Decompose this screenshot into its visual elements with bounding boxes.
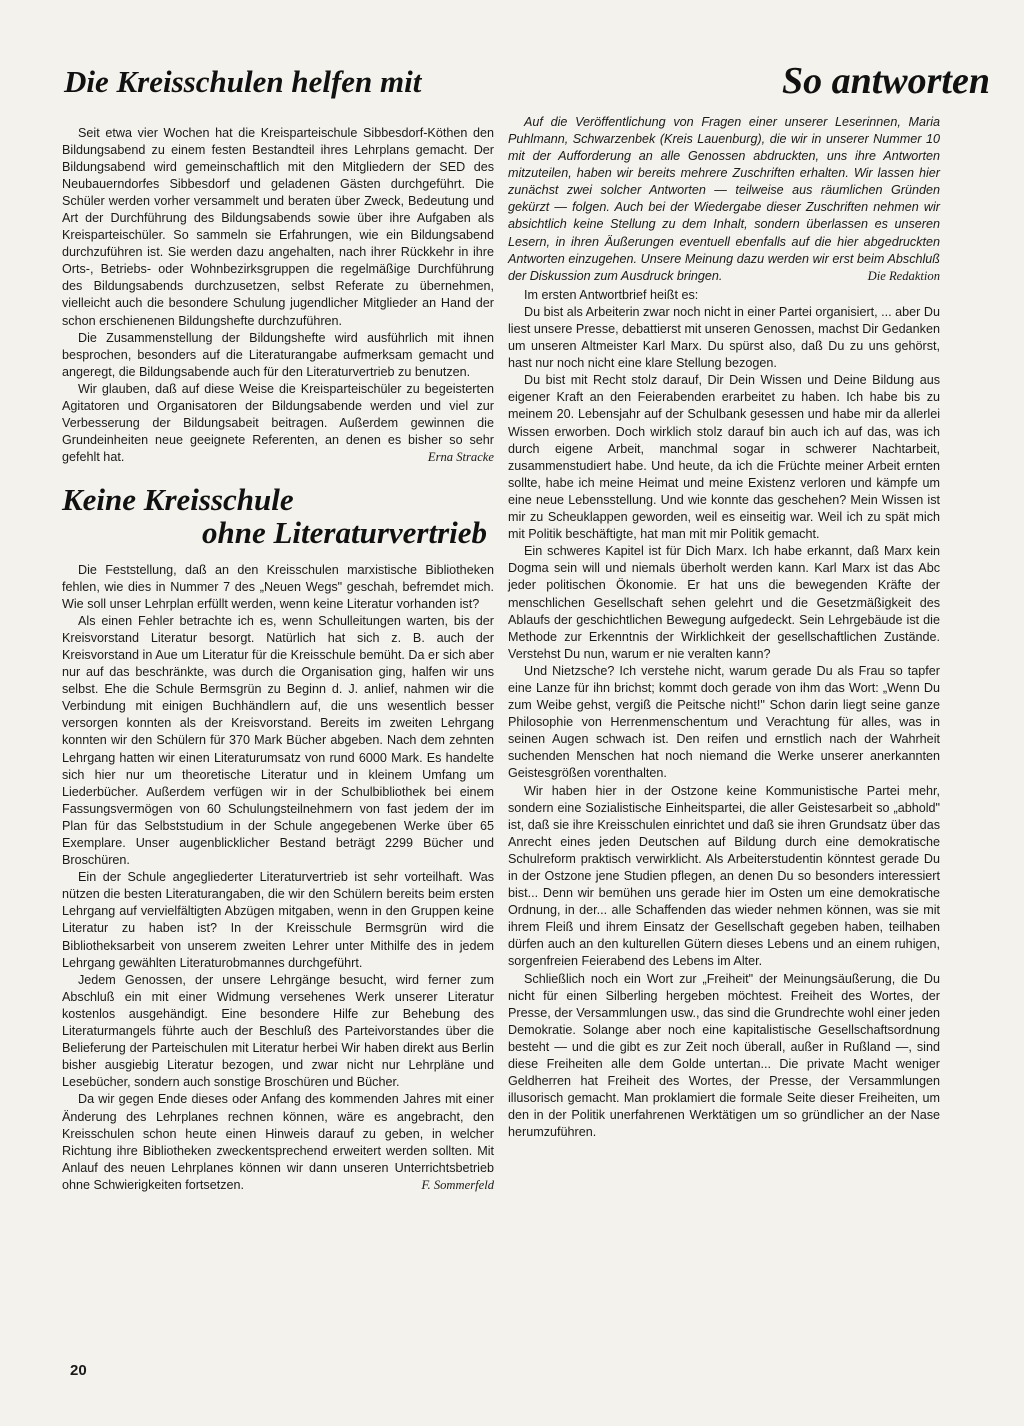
article-body bbox=[62, 125, 494, 467]
page-number: 20 bbox=[70, 1362, 87, 1379]
article-headline bbox=[62, 484, 494, 549]
article-headline: Die Kreisschulen helfen mit bbox=[64, 64, 422, 99]
intro-text: Auf die Veröffentlichung von Fragen einer unserer Leserinnen, Maria Puhlmann, Schwarzenbek (Kreis Lauenburg), die wir in unserer Nummer 10 mit der Aufforderung an alle Genossen abdruckten, uns ihre Antworten mitzuteilen, haben wir bereits mehrere Zuschriften erhalten. Wir lassen hier zunächst zwei solcher Antworten — teilweise aus räumlichen Gründen gekürzt — folgen. Auch bei der Wiedergabe dieser Zuschriften nehmen wir absichtlich keine Stellung zu dem Inhalt, sondern überlassen es unseren Lesern, in ihren Äußerungen eventuell ebenfalls auf die hier abgedruckten Antworten einzugehen. Unsere Meinung dazu werden wir erst beim Abschluß der Diskussion zum Ausdruck bringen. bbox=[508, 114, 940, 283]
article-headline: So antworten bbox=[781, 60, 990, 102]
author-signature: Erna Stracke bbox=[427, 450, 494, 465]
article-body bbox=[508, 287, 940, 1142]
editorial-signature: Die Redaktion bbox=[867, 268, 940, 283]
paragraph bbox=[62, 381, 494, 466]
paragraph: Ein schweres Kapitel ist für Dich Marx. Ich habe erkannt, daß Marx kein Dogma sein will und niemals überholt werden kann. Karl Marx ist das Abc jeder politischen Ökonomie. Er hat uns die bewegenden Kräfte der menschlichen Gesellschaft sehen gelehrt und die Gesetzmäßigkeit des Ablaufs der geschichtlichen Bewegung aufgedeckt. Sein Lehrgebäude ist die Methode zur Erkenntnis der Wirklichkeit der gesellschaftlichen Zustände. Verstehst Du nun, warum er nie veralten kann? bbox=[508, 544, 940, 661]
article-body bbox=[62, 562, 494, 1194]
headline-line: ohne Literaturvertrieb bbox=[202, 514, 488, 550]
paragraph: Seit etwa vier Wochen hat die Kreisparteischule Sibbesdorf-Köthen den Bildungsabend zu einem festen Bestandteil ihres Lehrplans gemacht. Der Bildungsabend wird gemeinschaftlich mit den Mitgliedern der SED des Neubauerndorfes Sibbesdorf und geladenen Gästen durchgeführt. Die Schüler werden vorher versammelt und beraten über Zweck, Bedeutung und Art der Durchführung des Bildungsabends sowie über ihre Aufgaben als Kreisparteischüler. So sammeln sie Erfahrungen, wie ein Bildungsabend durchzuführen ist. Sie werden dazu angehalten, nach ihrer Rückkehr in ihre Orts-, Betriebs- oder Wohnbezirksgruppen die regelmäßige Durchführung des Bildungsabends durchzusetzen, selbst Referate zu übernehmen, vielleicht auch die besondere Schulung jugendlicher Mitglieder an Hand der schon erschienenen Bildungshefte durchzuführen. bbox=[62, 125, 494, 328]
paragraph: Die Feststellung, daß an den Kreisschulen marxistische Bibliotheken fehlen, wie dies in Nummer 7 des „Neuen Wegs" geschah, befremdet mich. Wie soll unser Lehrplan erfüllt werden, wenn keine Literatur vorhanden ist? bbox=[62, 562, 494, 611]
left-column bbox=[62, 62, 494, 1194]
paragraph: Im ersten Antwortbrief heißt es: bbox=[524, 287, 699, 302]
paragraph: Ein der Schule angegliederter Literaturvertrieb ist sehr vorteilhaft. Was nützen die besten Literaturangaben, die wir den Schülern bereits beim ersten Lehrgang auf vervielfältigten Abzügen mitgaben, wenn in den Gruppen keine Literatur zu haben ist? In der Kreisschule Bermsgrün wird die Bibliotheksarbeit von unserem zweiten Lehrer unter Mithilfe des in jedem Lehrgang gewählten Literaturobmannes durchgeführt. bbox=[62, 870, 494, 970]
paragraph: Du bist mit Recht stolz darauf, Dir Dein Wissen und Deine Bildung aus eigener Kraft an den Feierabenden erarbeitet zu haben. Ich habe bis zu meinem 20. Lebensjahr auf der Schulbank gesessen und habe mir da allerlei Wissen erworben. Doch wirklich stolz darauf bin auch ich auf das, was ich durch eigene Arbeit, manchmal sogar in schwerer Nachtarbeit, zusammenstudiert habe. Und heute, da ich die Früchte meiner Arbeit ernten sollte, habe ich meine Heimat und meine Existenz verloren und kämpfe um eine neue Lebensstellung. Und wie konnte das geschehen? Mein Wissen ist mir zu Scheuklappen geworden, weil es einseitig war. Weil ich zu spät mich mit Politik beschäftigte, hat man mit mir Politik gemacht. bbox=[508, 373, 940, 542]
author-signature: F. Sommerfeld bbox=[421, 1177, 494, 1192]
headline-line: Keine Kreisschule bbox=[62, 482, 294, 518]
editorial-intro bbox=[508, 114, 940, 285]
paragraph: Schließlich noch ein Wort zur „Freiheit" der Meinungsäußerung, die Du nicht für einen Silberling hergeben möchtest. Freiheit des Wortes, der Presse, der Versammlungen usw., das sind die Grundrechte wohl einer jeden Demokratie. Solange aber noch eine kapitalistische Gesellschaftsordnung besteht — und die gibt es zur Zeit noch überall, außer in Rußland —, sind diese Freiheiten alle dem Golde untertan... Die private Macht weniger Geldherren hat Freiheit des Wortes, der Presse, der Versammlungen illusorisch gemacht. Man proklamiert die formale Seite dieser Freiheiten, um den in der Politik unerfahrenen Werktätigen um so gründlicher an der Nase herumzuführen. bbox=[508, 971, 940, 1140]
paragraph: Die Zusammenstellung der Bildungshefte wird ausführlich mit ihnen besprochen, besonders auf die Literaturangabe aufmerksam gemacht und angeregt, die Bildungsabende auch für den Literaturvertrieb zu benutzen. bbox=[62, 330, 494, 379]
paragraph: Wir haben hier in der Ostzone keine Kommunistische Partei mehr, sondern eine Sozialistische Einheitspartei, die aller Geistesarbeit so „abhold" ist, daß sie ihre Kreisschulen einrichtet und daß sie ihren Grundsatz über das Anrecht eines jeden Deutschen auf Bildung durch eine demokratische Schulreform praktisch verwirklicht. Als Arbeiterstudentin könntest gerade Du in der Ostzone jene Studien pflegen, an denen Du so besonders interessiert bist... Denn wir bemühen uns gerade hier im Osten um eine demokratische Ordnung, in der... alle Schaffenden das wieder nehmen können, was sie mit ihrem Fleiß und ihrem Einsatz der Gesellschaft gegeben haben, teilhaben dürfen auch an den kulturellen Gütern dieses Lebens und an einem ruhigen, sorgenfreien Feierabend des Lebens im Alter. bbox=[508, 783, 940, 969]
right-column bbox=[508, 60, 990, 1142]
paragraph: Als einen Fehler betrachte ich es, wenn Schulleitungen warten, bis der Kreisvorstand Literatur besorgt. Natürlich hat sich z. B. auch der Kreisvorstand in Aue um Literatur für die Kreisschule bemüht. Da er sich aber nur auf das beschränkte, was durch die Organisation ging, halfen wir uns selbst. Ehe die Schule Bermsgrün zu Beginn d. J. anlief, nahmen wir die Verbindung mit einigen Buchhändlern auf, die uns wesentlich besser versorgen konnten als der Kreisvorstand. Bereits im zweiten Lehrgang konnten wir den Schülern für 370 Mark Bücher abgeben. Nach dem zehnten Lehrgang hatten wir einen Literaturumsatz von rund 6000 Mark. Es handelte sich hier nur um theoretische Literatur und in kleinem Umfang um Liederbücher. Außerdem verfügen wir in der Schulbibliothek bei einem Fassungsvermögen von 60 Schulungsteilnehmern von fast jedem der im Plan für das Selbststudium in der Schule angegebenen Werke über 65 Exemplare. Unser augenblicklicher Bestand beträgt 2299 Bücher und Broschüren. bbox=[62, 613, 494, 868]
paragraph-text: Da wir gegen Ende dieses oder Anfang des kommenden Jahres mit einer Änderung des Lehrplanes rechnen können, wäre es angebracht, den Kreisschulen schon heute einen Hinweis darauf zu geben, in welcher Richtung ihre Bibliotheken zweckentsprechend erweitert werden sollten. Mit Anlauf des neuen Lehrplanes können wir dann unseren Unterrichtsbetrieb ohne Schwierigkeiten fortsetzen. bbox=[62, 1092, 494, 1192]
paragraph-text: Wir glauben, daß auf diese Weise die Kreisparteischüler zu begeisterten Agitatoren und Organisatoren der Bildungsabende werden und viel zur Verbesserung der Bildungsabeit beitragen. Außerdem gewinnen die Grundeinheiten neue geeignete Referenten, an denen es bisher so sehr gefehlt hat. bbox=[62, 381, 494, 465]
paragraph: Jedem Genossen, der unsere Lehrgänge besucht, wird ferner zum Abschluß ein mit einer Widmung versehenes Werk unserer Literatur kostenlos ausgehändigt. Eine besondere Hilfe zur Behebung des Literaturmangels führte auch der Beschluß des Parteivorstandes über die Belieferung der Parteischulen mit Literatur herbei Wir haben direkt aus Berlin bisher ausgiebig Literatur bezogen, und zwar nicht nur Lehrpläne und Lesebücher, sondern auch sonstige Broschüren und Bücher. bbox=[62, 972, 494, 1090]
paragraph: Du bist als Arbeiterin zwar noch nicht in einer Partei organisiert, ... aber Du liest unsere Presse, debattierst mit unseren Genossen, machst Dir Gedanken um unseren Altmeister Karl Marx. Du spürst also, daß Du zu uns gehörst, hast nur noch nicht eine klare Stellung bezogen. bbox=[508, 304, 940, 371]
paragraph: Und Nietzsche? Ich verstehe nicht, warum gerade Du als Frau so tapfer eine Lanze für ihn brichst; kommt doch gerade von ihm das Wort: „Wenn Du zum Weibe gehst, vergiß die Peitsche nicht!" Schon darin liegt seine ganze Philosophie von Herrenmenschentum und Verachtung für alles, was in seinen Augen schwach ist. Den reifen und ernstlich nach der Wahrheit suchenden Menschen hat noch niemand die Werke unserer anerkannten Geistesgrößen vorenthalten. bbox=[508, 663, 940, 781]
paragraph bbox=[62, 1091, 494, 1194]
